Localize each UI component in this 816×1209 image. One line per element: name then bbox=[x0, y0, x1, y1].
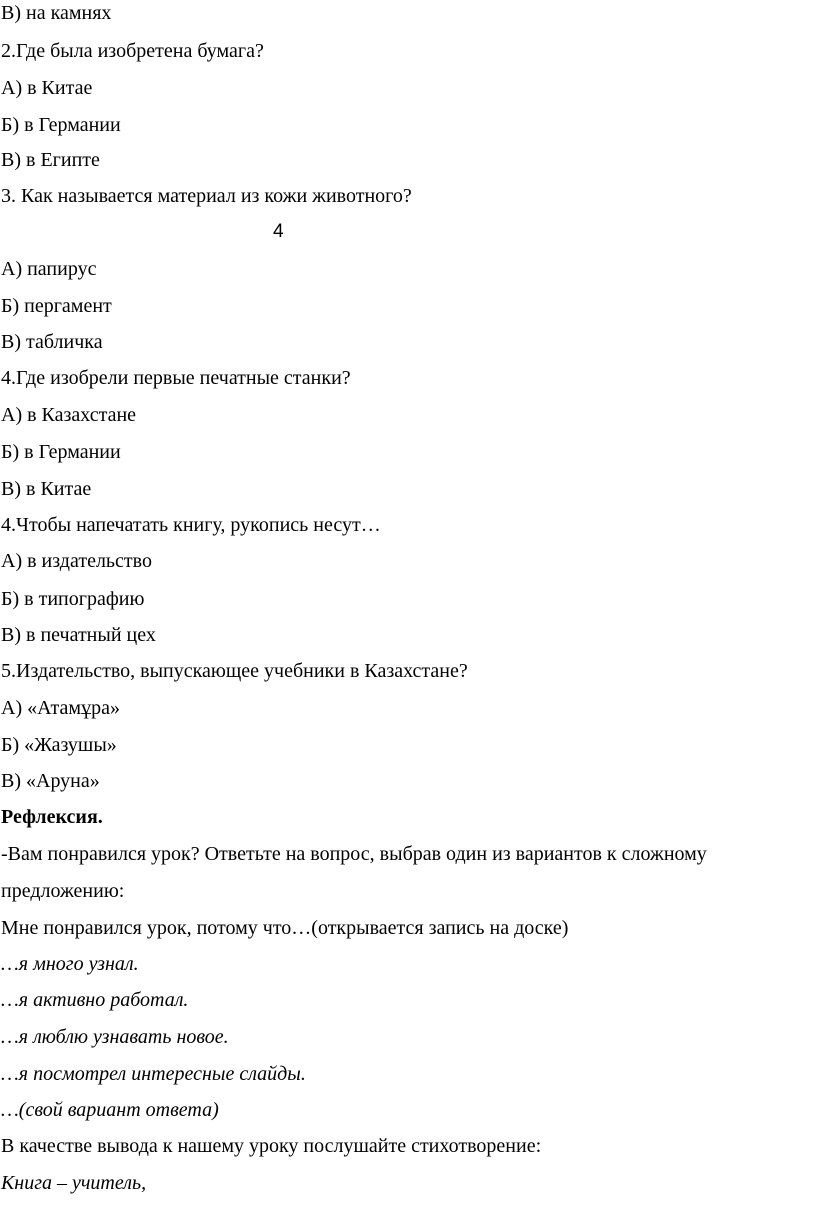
page-number: 4 bbox=[273, 221, 284, 242]
answer-option: Б) в Германии bbox=[1, 114, 121, 136]
answer-option: В) в печатный цех bbox=[1, 624, 156, 646]
answer-option: В) в Китае bbox=[1, 478, 92, 500]
answer-option: В) табличка bbox=[1, 331, 103, 353]
section-heading: Рефлексия. bbox=[1, 806, 103, 828]
question: 4.Где изобрели первые печатные станки? bbox=[1, 367, 351, 389]
answer-option: Б) «Жазушы» bbox=[1, 734, 117, 756]
poem-line: Книга – учитель, bbox=[1, 1172, 147, 1194]
answer-option: А) в издательство bbox=[1, 550, 152, 572]
italic-option: …я активно работал. bbox=[1, 989, 189, 1011]
answer-option: В) на камнях bbox=[1, 2, 112, 24]
answer-option: В) в Египте bbox=[1, 149, 100, 171]
answer-option: В) «Аруна» bbox=[1, 770, 100, 792]
paragraph: предложению: bbox=[1, 880, 125, 902]
answer-option: А) в Китае bbox=[1, 77, 93, 99]
question: 2.Где была изобретена бумага? bbox=[1, 40, 264, 62]
answer-option: Б) пергамент bbox=[1, 295, 112, 317]
answer-option: Б) в Германии bbox=[1, 441, 121, 463]
paragraph: -Вам понравился урок? Ответьте на вопрос, выбрав один из вариантов к сложному bbox=[1, 843, 707, 865]
question: 3. Как называется материал из кожи животного? bbox=[1, 185, 412, 207]
answer-option: А) папирус bbox=[1, 258, 97, 280]
question: 5.Издательство, выпускающее учебники в Казахстане? bbox=[1, 660, 468, 682]
answer-option: Б) в типографию bbox=[1, 588, 145, 610]
answer-option: А) в Казахстане bbox=[1, 404, 137, 426]
italic-option: …(свой вариант ответа) bbox=[1, 1099, 219, 1121]
paragraph: В качестве вывода к нашему уроку послушайте стихотворение: bbox=[1, 1135, 542, 1157]
italic-option: …я посмотрел интересные слайды. bbox=[1, 1063, 306, 1085]
paragraph: Мне понравился урок, потому что…(открывается запись на доске) bbox=[1, 917, 569, 939]
italic-option: …я люблю узнавать новое. bbox=[1, 1026, 229, 1048]
italic-option: …я много узнал. bbox=[1, 953, 139, 975]
question: 4.Чтобы напечатать книгу, рукопись несут… bbox=[1, 514, 381, 536]
answer-option: А) «Атамұра» bbox=[1, 697, 120, 719]
